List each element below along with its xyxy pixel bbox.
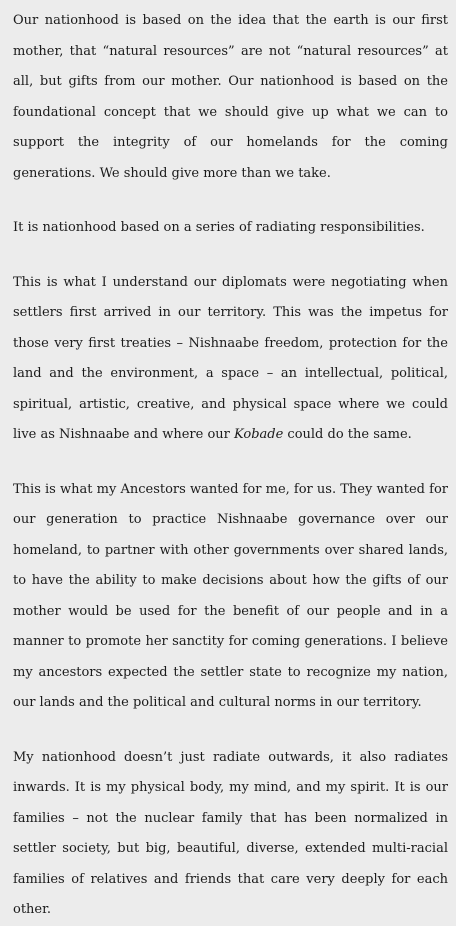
- paragraph-3: [13, 268, 448, 451]
- paragraph-1: Our nationhood is based on the idea that the earth is our first mother, that “natural resources” are not “natural resources” at all, but gifts from our mother. Our nationhood is based on the foundational concept that we should give up what we can to support the integrity of our homelands for the coming generations. We should give more than we take.: [13, 13, 448, 181]
- paragraph-3-text-after: could do the same.: [283, 427, 412, 442]
- paragraph-3-italic-term: Kobade: [234, 427, 284, 442]
- paragraph-2: It is nationhood based on a series of radiating responsibilities.: [13, 220, 425, 235]
- paragraph-3-text-before: This is what I understand our diplomats were negotiating when settlers first arrived in our territory. This was the impetus for those very first treaties – Nishnaabe freedom, protection for the land and the environment, a space – an intellectual, political, spiritual, artistic, creative, and physical space where we could live as Nishnaabe and where our: [13, 274, 448, 442]
- paragraph-5: My nationhood doesn’t just radiate outwards, it also radiates inwards. It is my physical body, my mind, and my spirit. It is our families – not the nuclear family that has been normalized in settler society, but big, beautiful, diverse, extended multi-racial families of relatives and friends that care very deeply for each other.: [13, 749, 448, 917]
- paragraph-4: This is what my Ancestors wanted for me, for us. They wanted for our generation to practice Nishnaabe governance over our homeland, to partner with other governments over shared lands, to have the ability to make decisions about how the gifts of our mother would be used for the benefit of our people and in a manner to promote her sanctity for coming generations. I believe my ancestors expected the settler state to recognize my nation, our lands and the political and cultural norms in our territory.: [13, 481, 448, 710]
